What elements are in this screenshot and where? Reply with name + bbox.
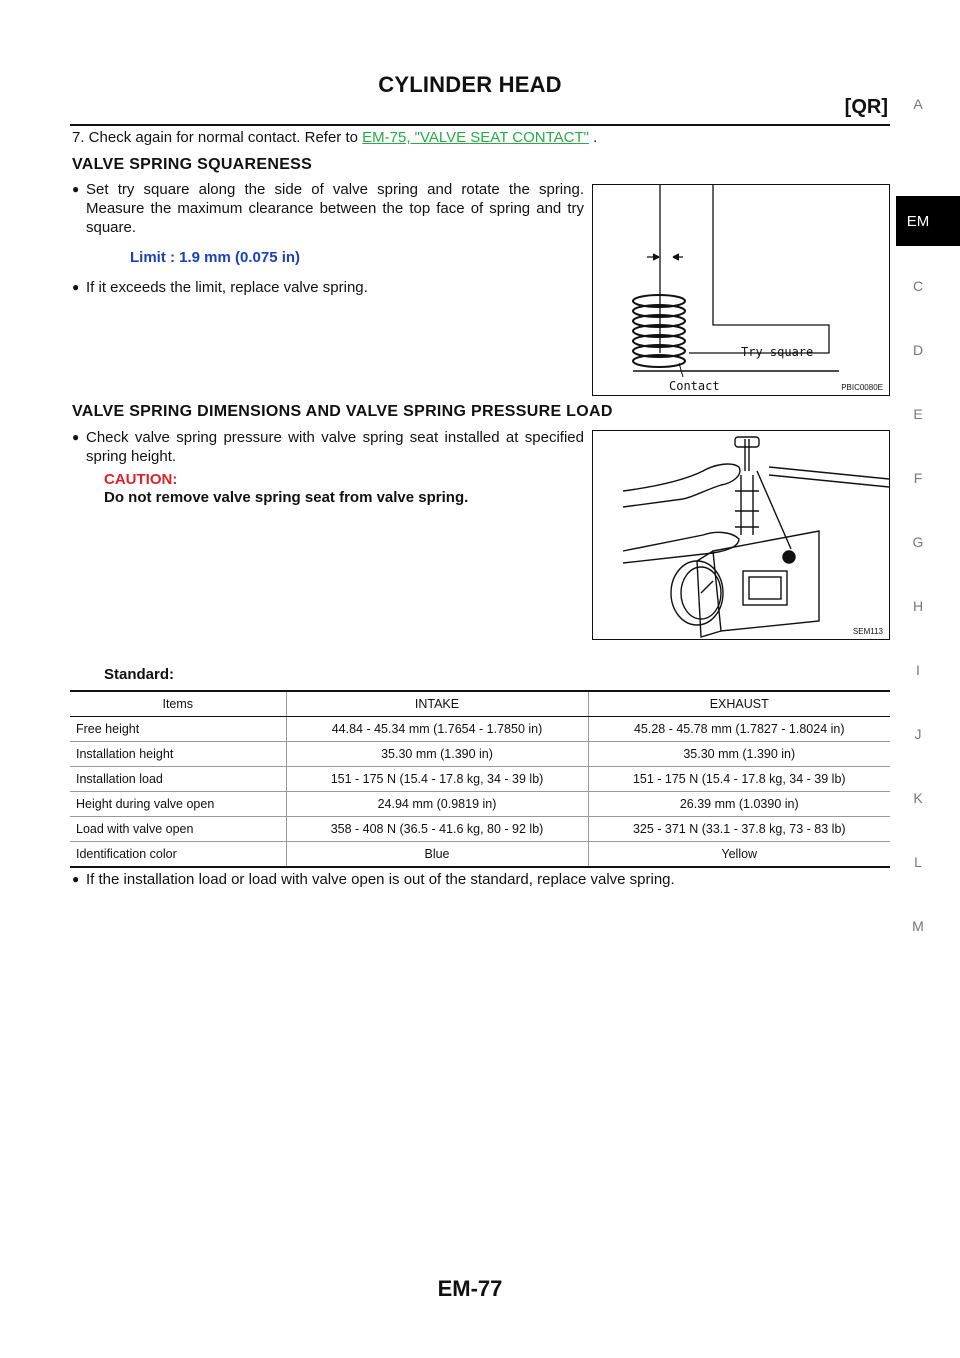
figure-code-pbic0080e: PBIC0080E xyxy=(841,383,883,392)
header-rule xyxy=(70,124,890,126)
step-7-text: 7. Check again for normal contact. Refer to xyxy=(72,129,363,146)
dimensions-bullet-1-text: Check valve spring pressure with valve spring seat installed at specified spring height. xyxy=(86,429,584,465)
standard-label: Standard: xyxy=(104,666,175,683)
cell-exhaust: 26.39 mm (1.0390 in) xyxy=(588,792,890,817)
cell-item: Installation load xyxy=(70,767,286,792)
squareness-heading: VALVE SPRING SQUARENESS xyxy=(72,156,313,173)
dimensions-heading: VALVE SPRING DIMENSIONS AND VALVE SPRING PRESSURE LOAD xyxy=(72,403,613,420)
label-contact: Contact xyxy=(669,379,720,393)
cell-exhaust: 45.28 - 45.78 mm (1.7827 - 1.8024 in) xyxy=(588,717,890,742)
cell-intake: 358 - 408 N (36.5 - 41.6 kg, 80 - 92 lb) xyxy=(286,817,588,842)
cell-item: Installation height xyxy=(70,742,286,767)
column-header-intake: INTAKE xyxy=(286,691,588,717)
section-code: [QR] xyxy=(844,96,888,118)
final-bullet-text: If the installation load or load with valve open is out of the standard, replace valve spring. xyxy=(86,871,675,888)
table-row xyxy=(70,717,890,742)
figure-try-square xyxy=(592,184,890,396)
squareness-limit: Limit : 1.9 mm (0.075 in) xyxy=(130,249,301,266)
cell-exhaust: 325 - 371 N (33.1 - 37.8 kg, 73 - 83 lb) xyxy=(588,817,890,842)
figure-code-sem113: SEM113 xyxy=(852,627,883,636)
side-tab-em-active[interactable]: EM xyxy=(896,196,960,246)
caution-label: CAUTION: xyxy=(104,471,178,488)
side-tab-m[interactable]: M xyxy=(912,918,924,934)
final-bullet xyxy=(72,870,892,889)
side-tab-k[interactable]: K xyxy=(913,790,923,806)
table-row xyxy=(70,792,890,817)
side-tab-j[interactable]: J xyxy=(914,726,922,742)
squareness-bullet-2 xyxy=(72,278,584,297)
bullet-icon: ● xyxy=(72,280,80,294)
try-square-diagram xyxy=(593,185,889,395)
table-row xyxy=(70,742,890,767)
cell-item: Height during valve open xyxy=(70,792,286,817)
bullet-icon: ● xyxy=(72,430,80,444)
page-number: EM-77 xyxy=(437,1276,503,1301)
side-tab-f[interactable]: F xyxy=(913,470,923,486)
cell-intake: 35.30 mm (1.390 in) xyxy=(286,742,588,767)
cell-intake: 44.84 - 45.34 mm (1.7654 - 1.7850 in) xyxy=(286,717,588,742)
column-header-exhaust: EXHAUST xyxy=(588,691,890,717)
squareness-bullet-1-text: Set try square along the side of valve spring and rotate the spring. Measure the maximum clearance between the top face of spring and try square. xyxy=(86,181,584,236)
step-7 xyxy=(72,128,872,147)
cell-exhaust: 151 - 175 N (15.4 - 17.8 kg, 34 - 39 lb) xyxy=(588,767,890,792)
step-7-suffix: . xyxy=(588,129,598,146)
cell-intake: 24.94 mm (0.9819 in) xyxy=(286,792,588,817)
valve-seat-contact-link[interactable]: EM-75, "VALVE SEAT CONTACT" xyxy=(362,129,589,146)
bullet-icon: ● xyxy=(72,182,80,196)
side-tab-g[interactable]: G xyxy=(912,534,924,550)
cell-exhaust: 35.30 mm (1.390 in) xyxy=(588,742,890,767)
squareness-bullet-2-text: If it exceeds the limit, replace valve spring. xyxy=(86,279,368,296)
dimensions-bullet-1 xyxy=(72,428,584,466)
table-row xyxy=(70,817,890,842)
page-title: CYLINDER HEAD xyxy=(378,72,562,97)
cell-exhaust: Yellow xyxy=(588,842,890,868)
valve-spring-spec-table xyxy=(70,690,890,868)
table-row xyxy=(70,842,890,868)
side-tab-l[interactable]: L xyxy=(914,854,922,870)
side-tab-c[interactable]: C xyxy=(912,278,924,294)
cell-item: Identification color xyxy=(70,842,286,868)
cell-item: Free height xyxy=(70,717,286,742)
side-tab-i[interactable]: I xyxy=(916,662,920,678)
figure-spring-tester xyxy=(592,430,890,640)
side-tab-d[interactable]: D xyxy=(912,342,924,358)
column-header-items: Items xyxy=(70,691,286,717)
cell-intake: Blue xyxy=(286,842,588,868)
spring-tester-diagram xyxy=(593,431,889,639)
caution-text: Do not remove valve spring seat from valve spring. xyxy=(104,489,469,506)
side-tab-a[interactable]: A xyxy=(913,96,923,112)
bullet-icon: ● xyxy=(72,872,80,886)
cell-intake: 151 - 175 N (15.4 - 17.8 kg, 34 - 39 lb) xyxy=(286,767,588,792)
squareness-bullet-1 xyxy=(72,180,584,237)
side-tab-h[interactable]: H xyxy=(912,598,924,614)
table-row xyxy=(70,767,890,792)
label-try-square: Try square xyxy=(741,345,814,359)
cell-item: Load with valve open xyxy=(70,817,286,842)
side-tab-e[interactable]: E xyxy=(913,406,923,422)
spec-table-wrapper xyxy=(70,690,890,868)
table-header-row xyxy=(70,691,890,717)
